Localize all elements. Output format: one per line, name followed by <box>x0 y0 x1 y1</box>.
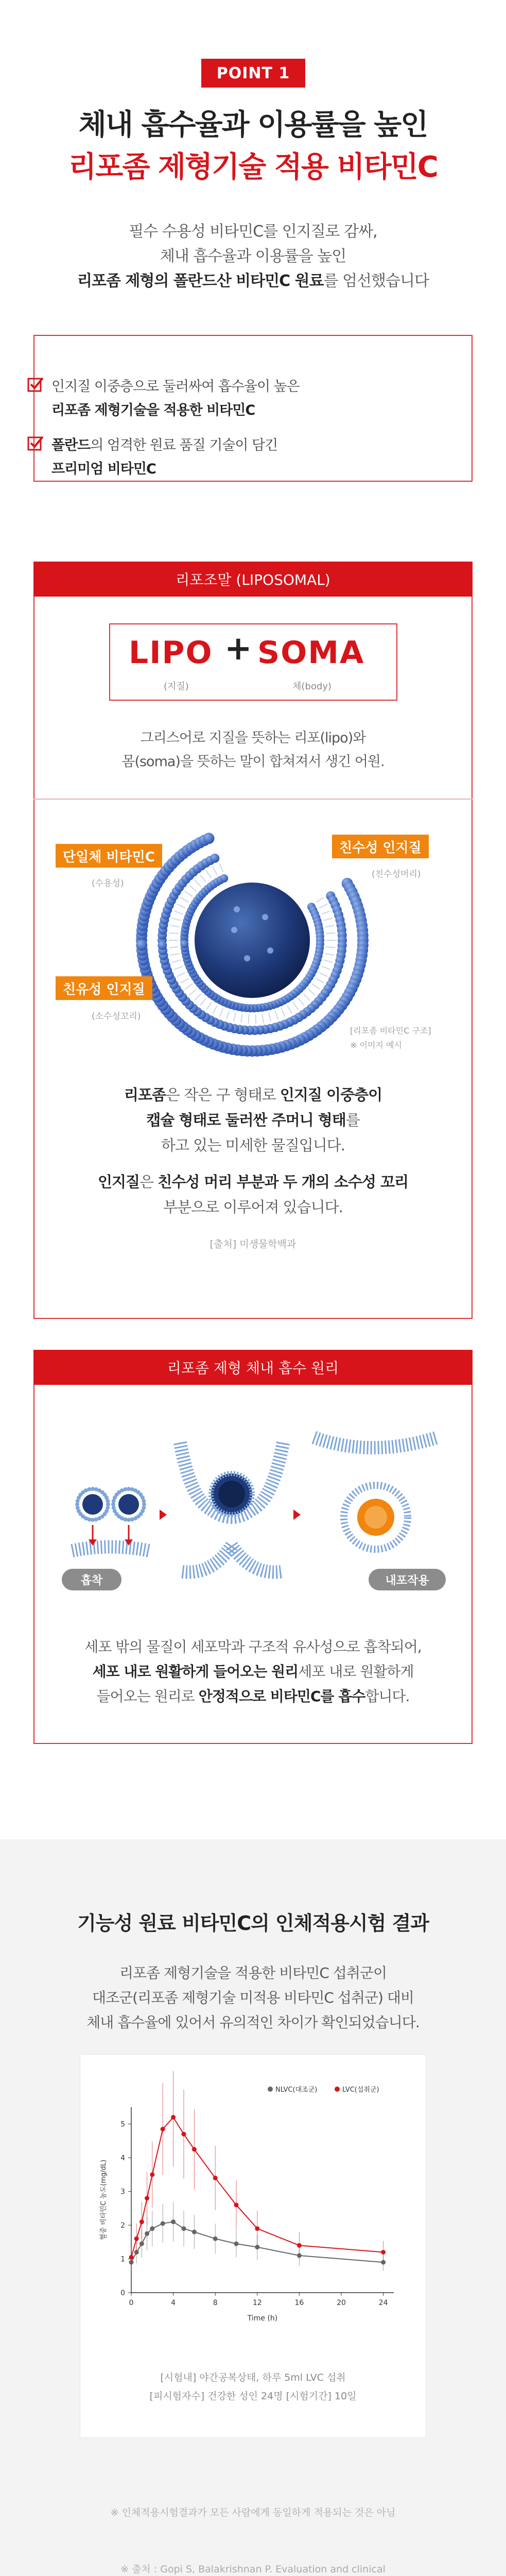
image-caption: [리포좀 비타민C 구조] <box>350 1026 431 1036</box>
lipid-tail <box>189 885 197 891</box>
intro-line3-bold: 리포좀 제형의 폴란드산 비타민C 원료 <box>77 272 324 290</box>
data-point <box>150 2226 154 2231</box>
lipid-tail <box>170 954 180 955</box>
tag-hydrophilic: 친수성 인지질 <box>332 835 429 858</box>
checklist-item-1-line2 <box>51 399 255 419</box>
lipid-tail <box>169 933 179 934</box>
liposome-bead <box>106 1499 110 1503</box>
lipid-tail <box>287 1006 292 1014</box>
lipo-desc-line2: 몸(soma)을 뜻하는 말이 합쳐져서 생긴 어원. <box>121 754 385 770</box>
lipid-tail <box>312 984 320 990</box>
liposome-body2-r: 를 <box>345 1111 360 1129</box>
lipo-word: LIPO <box>129 635 213 671</box>
absorption-text-2 <box>0 1660 506 1681</box>
intro-line2: 체내 흡수율과 이용률을 높인 <box>160 247 346 265</box>
data-point <box>161 2221 165 2226</box>
x-tick-label: 12 <box>252 2299 262 2307</box>
lipid-tail <box>326 947 335 948</box>
lipid-tail <box>282 1008 285 1017</box>
lipid-tail <box>189 989 197 995</box>
lipid-tail <box>181 978 188 983</box>
lipid-tail <box>241 1014 242 1023</box>
data-point <box>134 2236 139 2241</box>
tag-lipophilic-sub: (소수성꼬리) <box>92 1011 141 1022</box>
y-axis-label: 혈중 비타민C 농도(mg/dL) <box>100 2159 108 2241</box>
intro-line3 <box>0 268 506 291</box>
trial-note-1: [시험내] 야간공복상태, 하루 5ml LVC 섭취 <box>160 2372 346 2383</box>
lipid-tail <box>275 1011 278 1020</box>
lipid-tail <box>325 954 335 955</box>
checklist-item-1-line1: 인지질 이중층으로 둘러싸여 흡수율이 높은 <box>51 379 300 395</box>
liposome-bead <box>142 1499 146 1503</box>
lipid-tail <box>185 984 193 990</box>
vitamin-c-concentration-chart <box>85 2071 421 2339</box>
lipid-tail <box>174 967 183 970</box>
trial-footnote: ※ 인체적용시험결과가 모든 사람에게 동일하게 적용되는 것은 아님 <box>110 2507 396 2518</box>
legend-marker <box>268 2087 273 2092</box>
absorption-text-3-bold: 안정적으로 비타민C를 흡수 <box>198 1688 365 1705</box>
lipid-tail <box>170 925 180 927</box>
trial-desc-2: 대조군(리포좀 제형기술 미적용 비타민C 섭취군) 대비 <box>92 1989 414 2006</box>
data-point <box>234 2202 239 2207</box>
lipid-tail <box>174 911 183 914</box>
checklist-item-2-line2-text: 프리미엄 비타민C <box>51 461 156 477</box>
data-point <box>213 2236 218 2241</box>
lipid-tail <box>206 871 212 878</box>
liposome-body-line3: 하고 있는 미세한 물질입니다. <box>161 1137 345 1154</box>
y-tick-label: 4 <box>120 2154 125 2163</box>
legend-marker <box>335 2087 340 2092</box>
y-tick-label: 2 <box>120 2222 125 2230</box>
lipid-tail <box>200 998 206 1006</box>
liposome-body-r1: 은 작은 구 형태로 <box>165 1086 280 1104</box>
data-point <box>192 2230 197 2234</box>
checklist-item-2-line2 <box>51 457 156 478</box>
x-tick-label: 16 <box>294 2299 304 2307</box>
data-point <box>171 2115 176 2120</box>
phospholipid-body-line2: 부분으로 이루어져 있습니다. <box>163 1198 343 1216</box>
absorption-text-1: 세포 밖의 물질이 세포막과 구조적 유사성으로 흡착되어, <box>84 1638 422 1655</box>
checklist-item-2-bold: 폴란드 <box>51 437 91 453</box>
data-point <box>192 2147 197 2151</box>
intro-line1: 필수 수용성 비타민C를 인지질로 감싸, <box>129 223 377 241</box>
data-point <box>150 2172 154 2177</box>
y-tick-label: 3 <box>120 2188 125 2196</box>
reference-line-1: ※ 출처 : Gopi S, Balakrishnan P. Evaluation and clinical <box>120 2564 386 2575</box>
soma-word: SOMA <box>257 635 365 671</box>
lipid-tail <box>316 978 324 983</box>
data-point <box>182 2226 186 2231</box>
legend-label: LVC(섭취군) <box>342 2086 379 2094</box>
data-point <box>145 2231 149 2236</box>
lipid-tail <box>234 1012 236 1022</box>
liposome-core-small <box>118 1494 139 1515</box>
lipid-tail <box>319 904 327 908</box>
vitamin-c-particle <box>231 927 237 933</box>
liposome-core <box>195 883 310 998</box>
lipid-tail <box>322 911 330 914</box>
lipid-tail <box>177 972 185 976</box>
vitamin-c-particle <box>244 955 250 961</box>
x-tick-label: 20 <box>337 2299 346 2307</box>
lipid-tail <box>169 947 179 948</box>
adsorption-pill: 흡착 <box>62 1569 121 1590</box>
lipid-tail <box>177 904 185 908</box>
checkbox-check-icon <box>27 435 44 452</box>
checklist-item-1 <box>51 375 300 395</box>
trial-desc-3: 체내 흡수율에 있어서 유의적인 차이가 확인되었습니다. <box>86 2014 420 2031</box>
liposomal-divider <box>33 799 473 800</box>
tag-vitamin-c: 단일체 비타민C <box>56 844 162 868</box>
absorption-text-2-rest: 세포 내로 원활하게 <box>298 1663 414 1680</box>
absorption-text-3 <box>0 1685 506 1706</box>
lipid-tail <box>255 1014 256 1024</box>
y-tick-label: 5 <box>120 2120 125 2129</box>
stage-arrow-2 <box>293 1510 301 1520</box>
lipid-tail <box>293 1002 298 1010</box>
liposome-body-line2 <box>0 1109 506 1130</box>
trial-title: 기능성 원료 비타민C의 인체적용시험 결과 <box>77 1912 429 1935</box>
middle-head-bead <box>158 941 167 950</box>
liposome-body-b1: 리포좀 <box>124 1086 166 1104</box>
x-tick-label: 8 <box>213 2299 218 2307</box>
data-point <box>234 2242 239 2246</box>
lipid-tail <box>262 1014 263 1023</box>
lipid-tail <box>195 994 201 1001</box>
legend-label: NLVC(대조군) <box>275 2086 318 2094</box>
stage-1-adsorption <box>72 1487 149 1551</box>
lipid-tail <box>185 891 193 897</box>
lipid-tail <box>206 1002 212 1010</box>
data-point <box>161 2127 165 2131</box>
source-text: [출처] 미생물학백과 <box>210 1239 296 1250</box>
lipid-tail <box>269 1012 271 1022</box>
trial-desc-1: 리포좀 제형기술을 적용한 비타민C 섭취군이 <box>119 1964 387 1981</box>
endocytosis-pill: 내포작용 <box>369 1569 446 1590</box>
lipid-tail <box>200 875 206 882</box>
lipid-tail <box>226 1011 230 1020</box>
page-title-line2: 리포좀 제형기술 적용 비타민C <box>68 150 438 184</box>
data-point <box>255 2226 259 2231</box>
plus-sign: + <box>224 630 252 668</box>
y-tick-label: 0 <box>120 2289 125 2297</box>
phospholipid-body-line1 <box>0 1171 506 1192</box>
x-tick-label: 0 <box>129 2299 134 2307</box>
phospholipid-r1: 은 <box>139 1173 158 1191</box>
stage-arrow-1 <box>160 1510 167 1520</box>
data-point <box>171 2219 176 2224</box>
inner-head-bead <box>180 940 188 948</box>
x-tick-label: 24 <box>378 2299 388 2307</box>
lipo-sub: (지질) <box>164 681 189 692</box>
data-point <box>139 2219 144 2224</box>
data-point <box>145 2196 149 2200</box>
y-tick-label: 1 <box>120 2255 125 2264</box>
intro-line3-rest: 를 엄선했습니다 <box>323 272 429 290</box>
lipid-tail <box>324 960 333 962</box>
lipid-tail <box>322 967 330 970</box>
vitamin-c-particle <box>262 914 268 920</box>
page-title-line1: 체내 흡수율과 이용률을 높인 <box>78 108 428 142</box>
liposomal-header: 리포조말 (LIPOSOMAL) <box>33 562 473 597</box>
data-point <box>129 2255 134 2260</box>
lipid-tail <box>219 1008 223 1017</box>
lipid-tail <box>325 925 335 927</box>
tag-hydrophilic-sub: (친수성머리) <box>372 869 421 879</box>
lipid-tail <box>319 972 327 976</box>
x-axis-label: Time (h) <box>247 2314 278 2323</box>
lipid-tail <box>308 989 315 995</box>
checklist-item-1-line2-text: 리포좀 제형기술을 적용한 비타민C <box>51 402 255 418</box>
liposome-body-line1 <box>0 1083 506 1105</box>
lipid-tail <box>213 1006 217 1014</box>
lipid-tail <box>172 960 181 962</box>
x-tick-label: 4 <box>171 2299 176 2307</box>
point-badge: POINT 1 <box>201 59 305 88</box>
lipid-tail <box>172 918 181 921</box>
tag-vitamin-c-sub: (수용성) <box>92 878 124 889</box>
checklist-item-2 <box>51 434 277 454</box>
lipid-tail <box>304 994 310 1001</box>
data-point <box>297 2243 302 2248</box>
data-point <box>182 2132 186 2137</box>
phospholipid-b1: 인지질 <box>97 1173 139 1191</box>
image-example-note: ※ 이미지 예시 <box>350 1040 402 1050</box>
middle-head-bead <box>210 854 219 863</box>
soma-sub: 체(body) <box>292 681 331 692</box>
checklist-item-2-line1: 의 엄격한 원료 품질 기술이 담긴 <box>90 437 278 453</box>
absorption-text-2-bold: 세포 내로 원활하게 들어오는 원리 <box>92 1663 299 1680</box>
absorption-text-3-r2: 합니다. <box>365 1688 410 1705</box>
vitamin-c-particle <box>267 947 273 954</box>
liposome-body2-b: 캡슐 형태로 둘러싼 주머니 형태 <box>146 1111 346 1129</box>
lipid-tail <box>195 880 201 887</box>
trial-note-2: [피시험자수] 건강한 성인 24명 [시험기간] 10일 <box>149 2391 357 2402</box>
tag-lipophilic: 친유성 인지질 <box>56 976 152 1000</box>
data-point <box>139 2242 144 2246</box>
checkbox-check-icon <box>27 376 44 394</box>
liposome-body-b2: 인지질 이중층이 <box>280 1086 382 1104</box>
vitamin-c-particle <box>234 906 240 912</box>
lipid-tail <box>181 897 188 902</box>
lipid-tail <box>326 933 335 934</box>
data-point <box>213 2176 218 2180</box>
data-point <box>381 2250 386 2255</box>
lipid-tail <box>299 998 304 1006</box>
absorption-text-3-r1: 들어오는 원리로 <box>96 1688 199 1705</box>
outer-head-bead <box>136 940 147 951</box>
absorption-header: 리포좀 제형 체내 흡수 원리 <box>33 1350 473 1385</box>
stage-3-endocytosis <box>314 1437 438 1549</box>
phospholipid-b2: 친수성 머리 부분과 두 개의 소수성 꼬리 <box>158 1173 409 1191</box>
liposome-core-small <box>82 1494 103 1515</box>
lipid-tail <box>213 867 217 875</box>
lipo-desc-line1: 그리스어로 지질을 뜻하는 리포(lipo)와 <box>140 730 366 746</box>
stage-2-engulf <box>180 1443 283 1572</box>
lipid-tail <box>324 918 333 921</box>
